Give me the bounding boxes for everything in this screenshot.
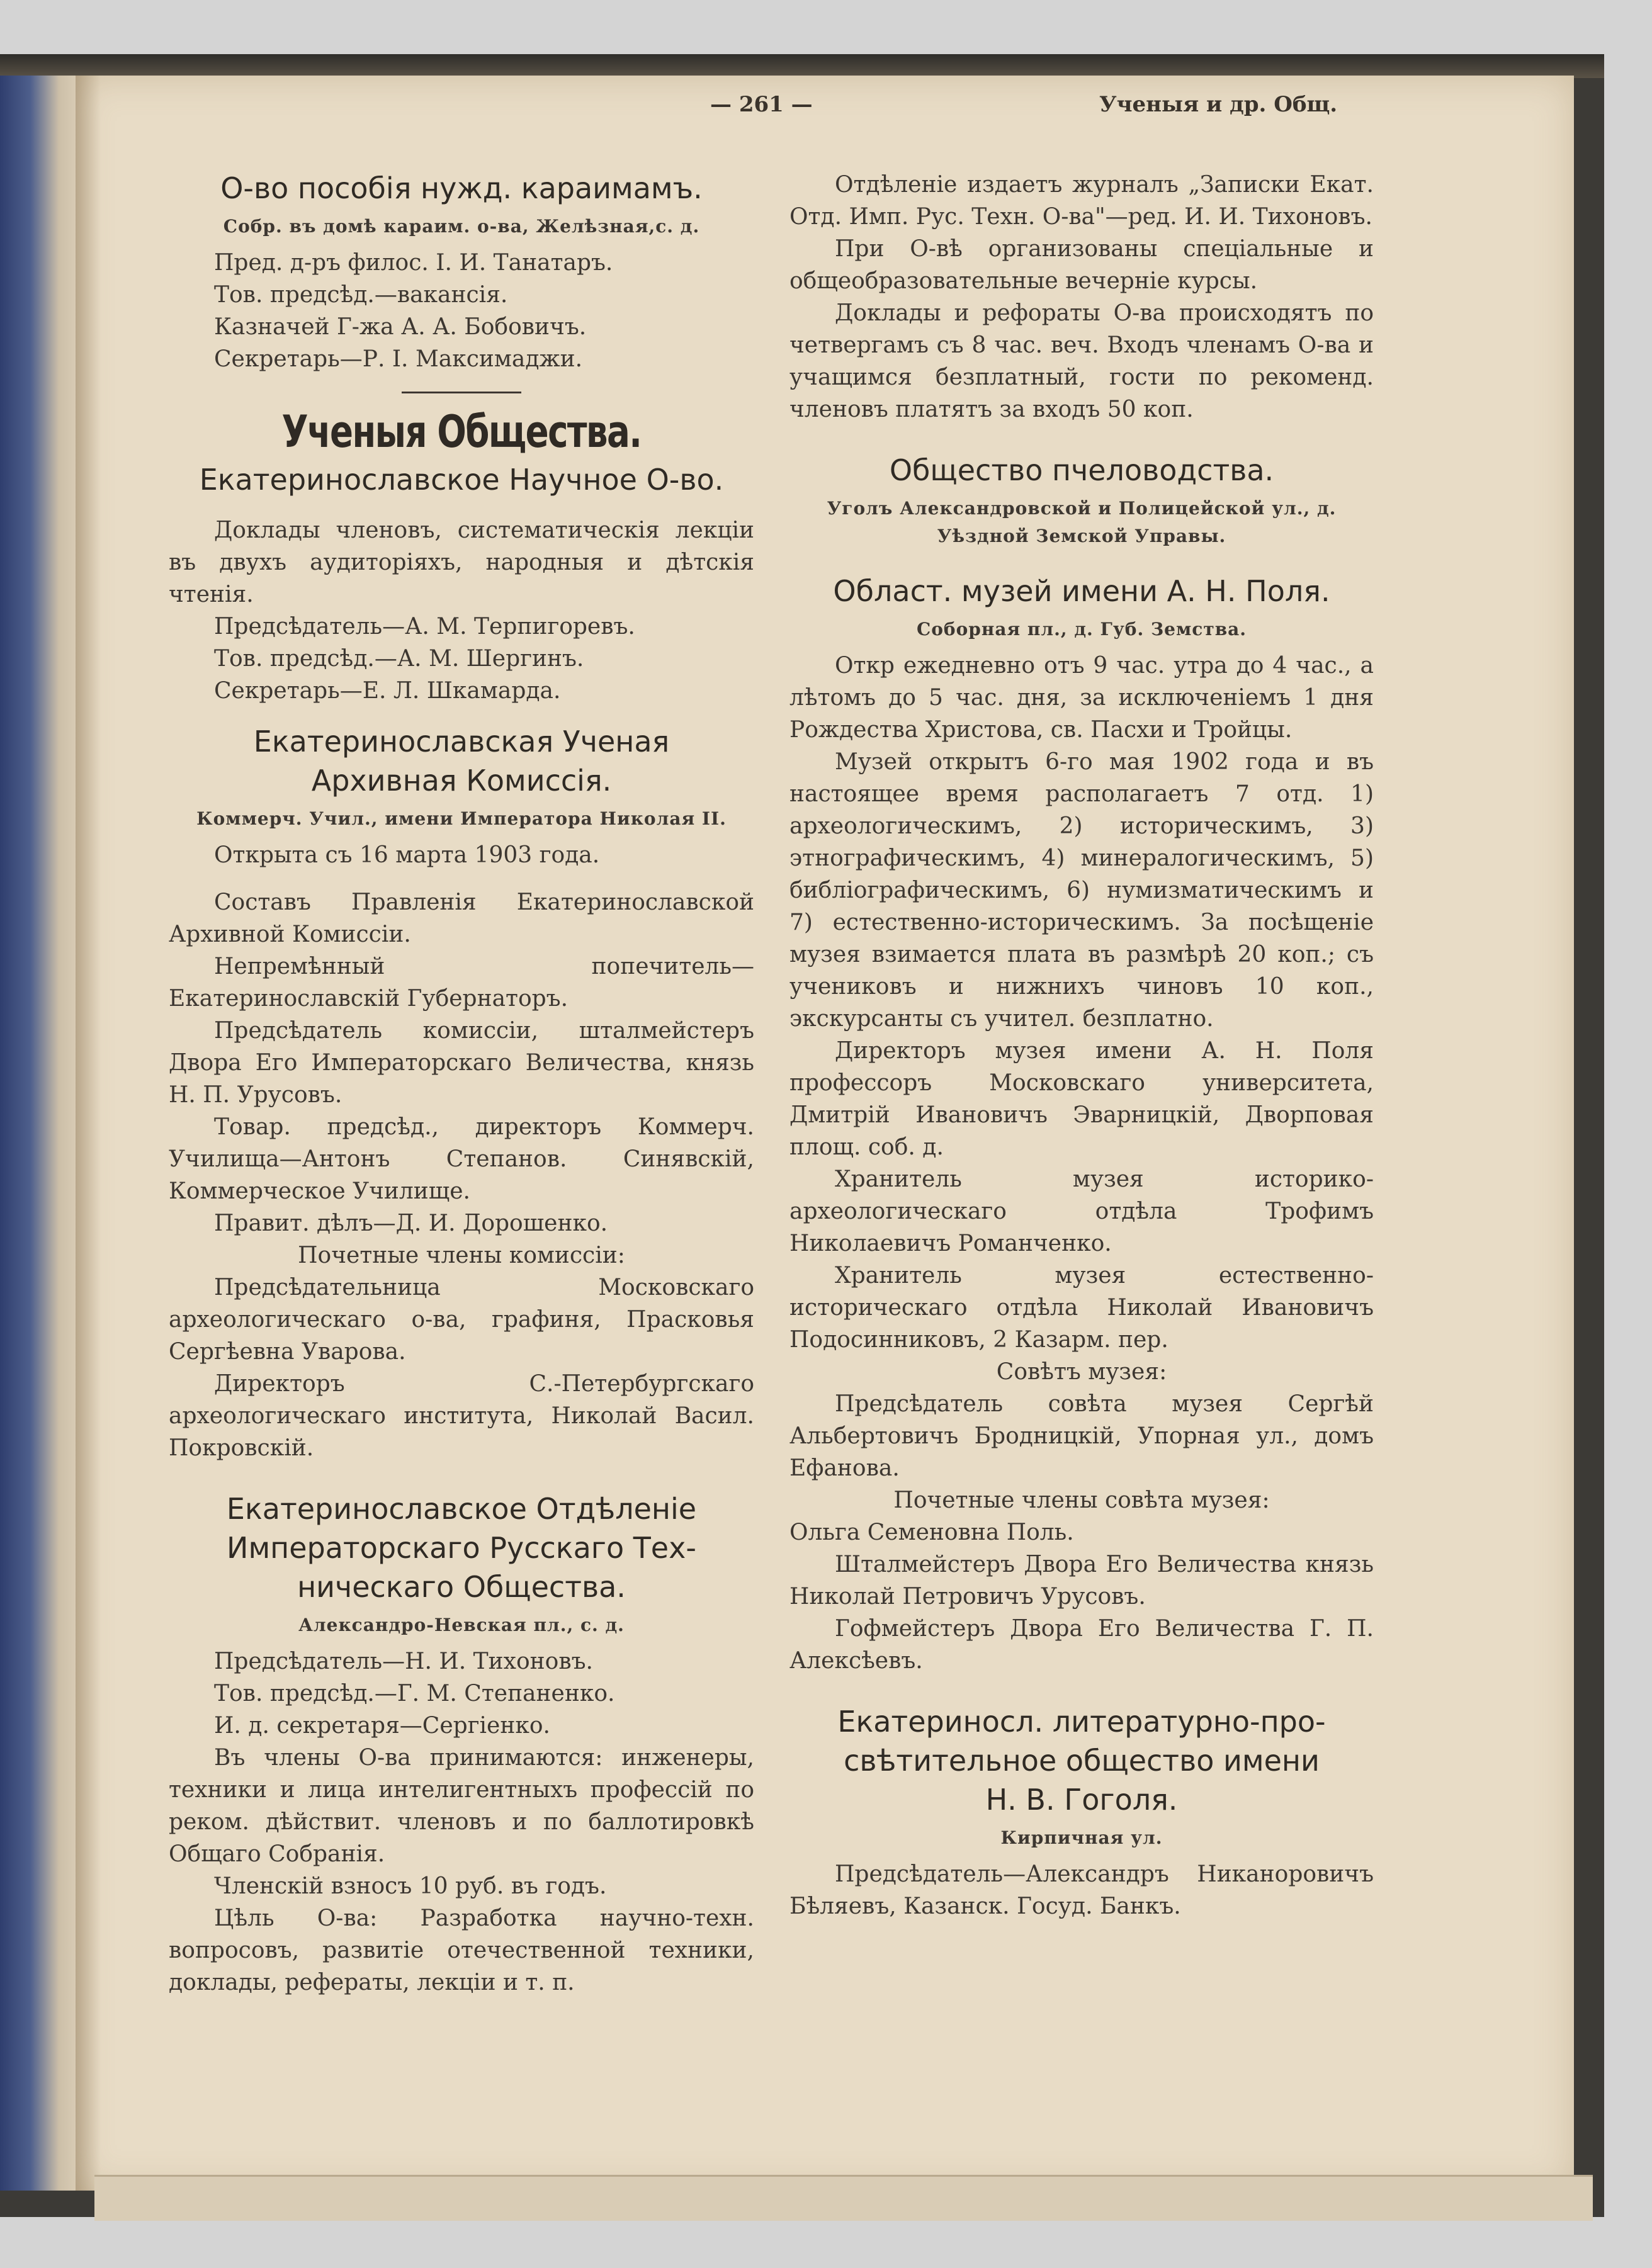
entry-line: Тов. предсѣд.—Г. М. Степаненко. bbox=[214, 1681, 615, 1707]
body-paragraph: Правит. дѣлъ—Д. И. Дорошенко. bbox=[214, 1210, 608, 1236]
entry-line: Пред. д-ръ филос. I. И. Танатаръ. bbox=[214, 250, 613, 276]
body-paragraph: Отдѣленіе издаетъ журналъ „Записки Екат. Отд. Имп. Рус. Техн. О-ва"—ред. И. И. Тихоновъ. bbox=[789, 172, 1374, 230]
section-title-archive-commission: Екатеринославская Ученая bbox=[253, 725, 670, 759]
section-title-scientific-society: Екатеринославское Научное О-во. bbox=[199, 463, 724, 497]
body-paragraph: Открыта съ 16 марта 1903 года. bbox=[214, 842, 600, 868]
section-heading-learned-societies: Ученыя Общества. bbox=[281, 406, 642, 458]
body-paragraph: Предсѣдатель комиссіи, шталмейстеръ Двора Его Императорскаго Величества, князь Н. П. Урусовъ. bbox=[169, 1018, 754, 1108]
address: Кирпичная ул. bbox=[1000, 1827, 1163, 1848]
body-paragraph: Ольга Семеновна Поль. bbox=[789, 1520, 1074, 1545]
page-bottom-edge bbox=[94, 2175, 1593, 2221]
section-title-gogol-society: Екатериносл. литературно-про- bbox=[837, 1705, 1326, 1739]
address: Коммерч. Учил., имени Императора Николая II. bbox=[196, 808, 727, 829]
body-paragraph: Непремѣнный попечитель—Екатеринославскій Губернаторъ. bbox=[169, 954, 754, 1012]
left-column bbox=[169, 169, 754, 1999]
address: Соборная пл., д. Губ. Земства. bbox=[916, 619, 1247, 640]
entry-line: Секретарь—Р. I. Максимаджи. bbox=[214, 346, 583, 372]
body-paragraph: Шталмейстеръ Двора Его Величества князь Николай Петровичъ Урусовъ. bbox=[789, 1552, 1374, 1610]
body-paragraph: Хранитель музея естественно-историческаго отдѣла Николай Ивановичъ Подосинниковъ, 2 Казарм. пер. bbox=[789, 1263, 1374, 1353]
entry-line: Тов. предсѣд.—А. М. Шергинъ. bbox=[214, 646, 584, 672]
page-number: — 261 — bbox=[710, 92, 813, 117]
section-title-karaim-society: О-во пособія нужд. караимамъ. bbox=[220, 171, 703, 205]
right-column bbox=[789, 169, 1374, 1922]
body-paragraph: Составъ Правленія Екатеринославской Архивной Комиссіи. bbox=[169, 889, 754, 947]
body-paragraph: Членскій взносъ 10 руб. въ годъ. bbox=[214, 1873, 607, 1899]
body-paragraph: Доклады и рефораты О-ва происходятъ по четвергамъ съ 8 час. веч. Входъ членамъ О-ва и учащимся безплатный, гости по рекоменд. членовъ платятъ за входъ 50 коп. bbox=[789, 300, 1374, 422]
section-title-technical-society-line3: ническаго Общества. bbox=[297, 1570, 626, 1604]
entry-line: Казначей Г-жа А. А. Бобовичъ. bbox=[214, 314, 587, 340]
address: Собр. въ домѣ караим. о-ва, Желѣзная,с. д. bbox=[223, 216, 700, 237]
section-title-technical-society-line2: Императорскаго Русскаго Тех- bbox=[227, 1531, 696, 1565]
section-title-technical-society: Екатеринославское Отдѣленіе bbox=[226, 1492, 697, 1526]
entry-line: Секретарь—Е. Л. Шкамарда. bbox=[214, 678, 561, 704]
body-paragraph: Въ члены О-ва принимаются: инженеры, техники и лица интелигентныхъ профессій по реком. дѣйствит. членовъ и по баллотировкѣ Общаго Собранія. bbox=[169, 1745, 754, 1867]
section-title-beekeeping-society: Общество пчеловодства. bbox=[889, 453, 1274, 487]
subheading: Почетные члены совѣта музея: bbox=[893, 1487, 1270, 1513]
entry-line: Предсѣдатель—А. М. Терпигоревъ. bbox=[214, 614, 635, 640]
body-paragraph: Музей открытъ 6-го мая 1902 года и въ настоящее время располагаетъ 7 отд. 1) археологическимъ, 2) историческимъ, 3) этнографическимъ, 4) минералогическимъ, 5) библіографическимъ, 6) нумизматическимъ и 7) естественно-историческимъ. За посѣщеніе музея взимается плата въ размѣрѣ 20 коп.; съ учениковъ и нижнихъ чиновъ 10 коп., экскурсанты съ учител. безплатно. bbox=[789, 749, 1374, 1032]
body-paragraph: При О-вѣ организованы спеціальные и общеобразовательные вечерніе курсы. bbox=[789, 236, 1374, 294]
body-paragraph: Директоръ музея имени А. Н. Поля профессоръ Московскаго университета, Дмитрій Ивановичъ Эварницкій, Дворповая площ. соб. д. bbox=[789, 1038, 1374, 1160]
address: Александро-Невская пл., с. д. bbox=[298, 1615, 625, 1635]
book-cover-top-edge bbox=[0, 54, 1604, 78]
section-title-archive-commission-line2: Архивная Комиссія. bbox=[311, 764, 612, 798]
body-paragraph: Предсѣдатель совѣта музея Сергѣй Альбертовичъ Бродницкій, Упорная ул., домъ Ефанова. bbox=[789, 1391, 1374, 1481]
subheading: Почетные члены комиссіи: bbox=[298, 1243, 625, 1268]
body-paragraph: Предсѣдатель—Александръ Никаноровичъ Бѣляевъ, Казанск. Госуд. Банкъ. bbox=[789, 1861, 1374, 1919]
body-paragraph: Предсѣдательница Московскаго археологическаго о-ва, графиня, Прасковья Сергѣевна Уварова. bbox=[169, 1275, 754, 1365]
book-spine bbox=[0, 76, 76, 2191]
body-paragraph: Директоръ С.-Петербургскаго археологическаго института, Николай Васил. Покровскій. bbox=[169, 1371, 754, 1461]
entry-line: И. д. секретаря—Сергіенко. bbox=[214, 1713, 550, 1739]
body-paragraph: Откр ежедневно отъ 9 час. утра до 4 час., а лѣтомъ до 5 час. дня, за исключеніемъ 1 дня Рождества Христова, св. Пасхи и Тройцы. bbox=[789, 653, 1374, 743]
section-title-gogol-society-line2: свѣтительное общество имени bbox=[844, 1744, 1320, 1778]
entry-line: Предсѣдатель—Н. И. Тихоновъ. bbox=[214, 1649, 593, 1674]
address-line2: Уѣздной Земской Управы. bbox=[937, 526, 1226, 546]
address: Уголъ Александровской и Полицейской ул., д. bbox=[827, 498, 1337, 519]
body-paragraph: Цѣль О-ва: Разработка научно-техн. вопросовъ, развитіе отечественной техники, доклады, рефераты, лекціи и т. п. bbox=[169, 1905, 754, 1995]
body-paragraph: Товар. предсѣд., директоръ Коммерч. Училища—Антонъ Степанов. Синявскій, Коммерческое Училище. bbox=[169, 1114, 754, 1204]
divider-rule bbox=[402, 392, 521, 393]
body-paragraph: Хранитель музея историко-археологическаго отдѣла Трофимъ Николаевичъ Романченко. bbox=[789, 1166, 1374, 1256]
section-title-gogol-society-line3: Н. В. Гоголя. bbox=[985, 1783, 1178, 1817]
running-title: Ученыя и др. Общ. bbox=[1099, 92, 1338, 117]
section-title-pol-museum: Област. музей имени А. Н. Поля. bbox=[833, 574, 1330, 608]
body-paragraph: Гофмейстеръ Двора Его Величества Г. П. Алексѣевъ. bbox=[789, 1616, 1374, 1674]
subheading: Совѣтъ музея: bbox=[996, 1359, 1167, 1385]
body-paragraph: Доклады членовъ, систематическія лекціи въ двухъ аудиторіяхъ, народныя и дѣтскія чтенія. bbox=[169, 517, 754, 607]
entry-line: Тов. предсѣд.—вакансія. bbox=[214, 282, 508, 308]
